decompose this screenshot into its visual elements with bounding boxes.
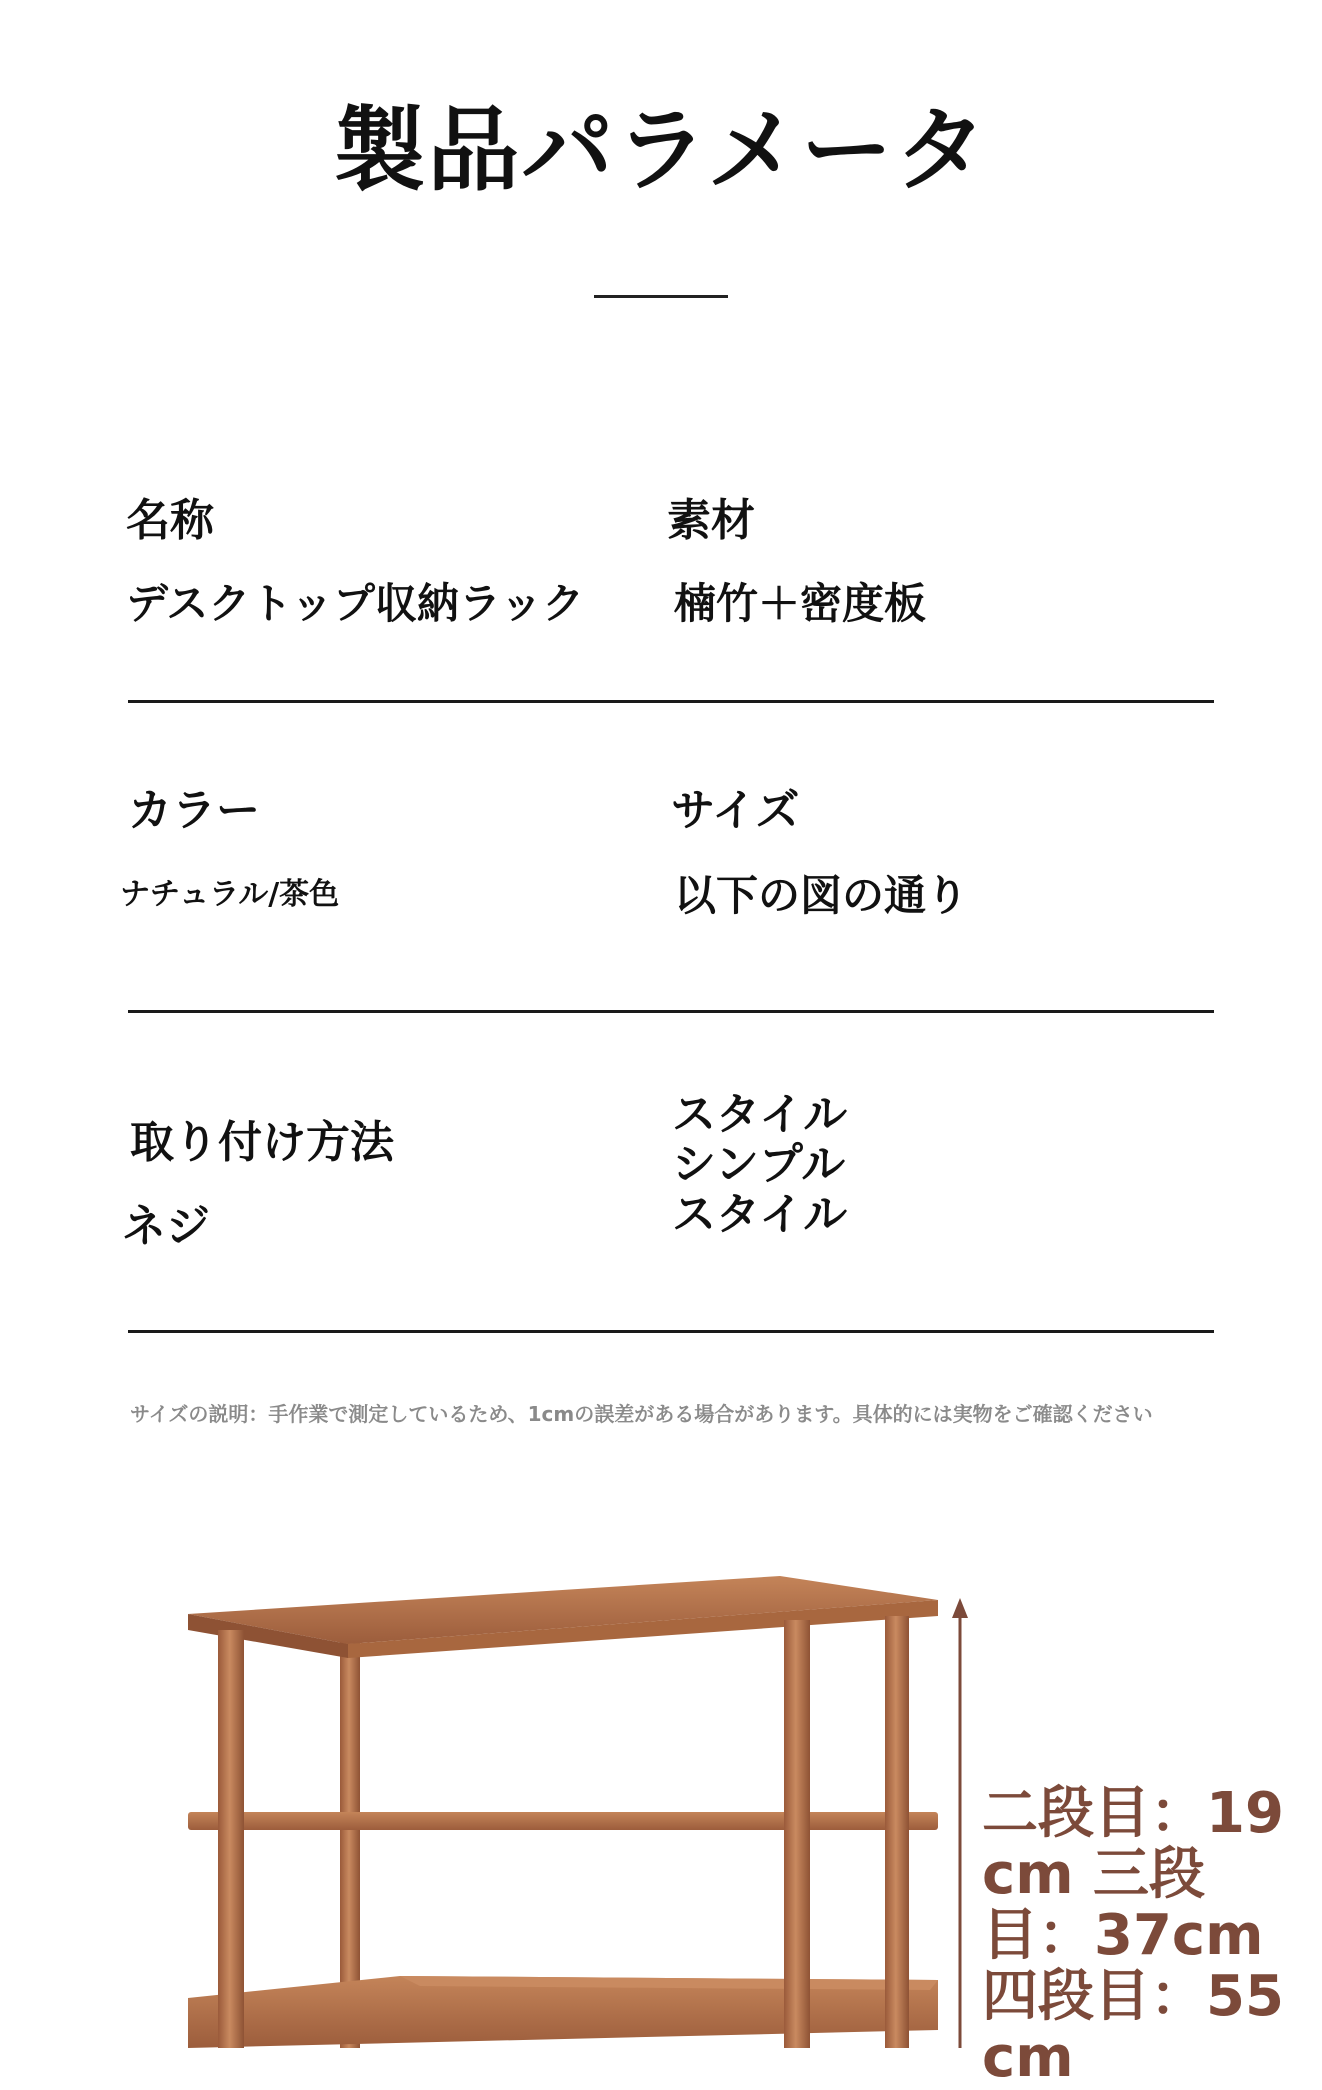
style-value: スタイル シンプルスタイル (672, 1089, 848, 1240)
install-value: ネジ (122, 1201, 210, 1252)
color-value: ナチュラル/茶色 (120, 877, 340, 912)
page-title: 製品パラメータ (333, 97, 989, 204)
title-underline (594, 295, 728, 298)
dimension-label: 二段目：19 cm 三段目：37cm 四段目：55cm (982, 1781, 1284, 2090)
name-label: 名称 (126, 495, 214, 546)
material-label: 素材 (667, 495, 755, 546)
divider-1 (128, 700, 1214, 703)
size-label: サイズ (671, 785, 800, 836)
divider-2 (128, 1010, 1214, 1013)
install-label: 取り付け方法 (130, 1117, 394, 1168)
divider-3 (128, 1330, 1214, 1333)
color-label: カラー (128, 785, 260, 836)
material-value: 楠竹＋密度板 (674, 579, 927, 628)
name-value: デスクトップ収納ラック (126, 579, 585, 628)
size-note: サイズの説明：手作業で測定しているため、1cmの誤差がある場合があります。具体的には実物をご確認ください (130, 1402, 1153, 1426)
size-value: 以下の図の通り (674, 871, 969, 920)
